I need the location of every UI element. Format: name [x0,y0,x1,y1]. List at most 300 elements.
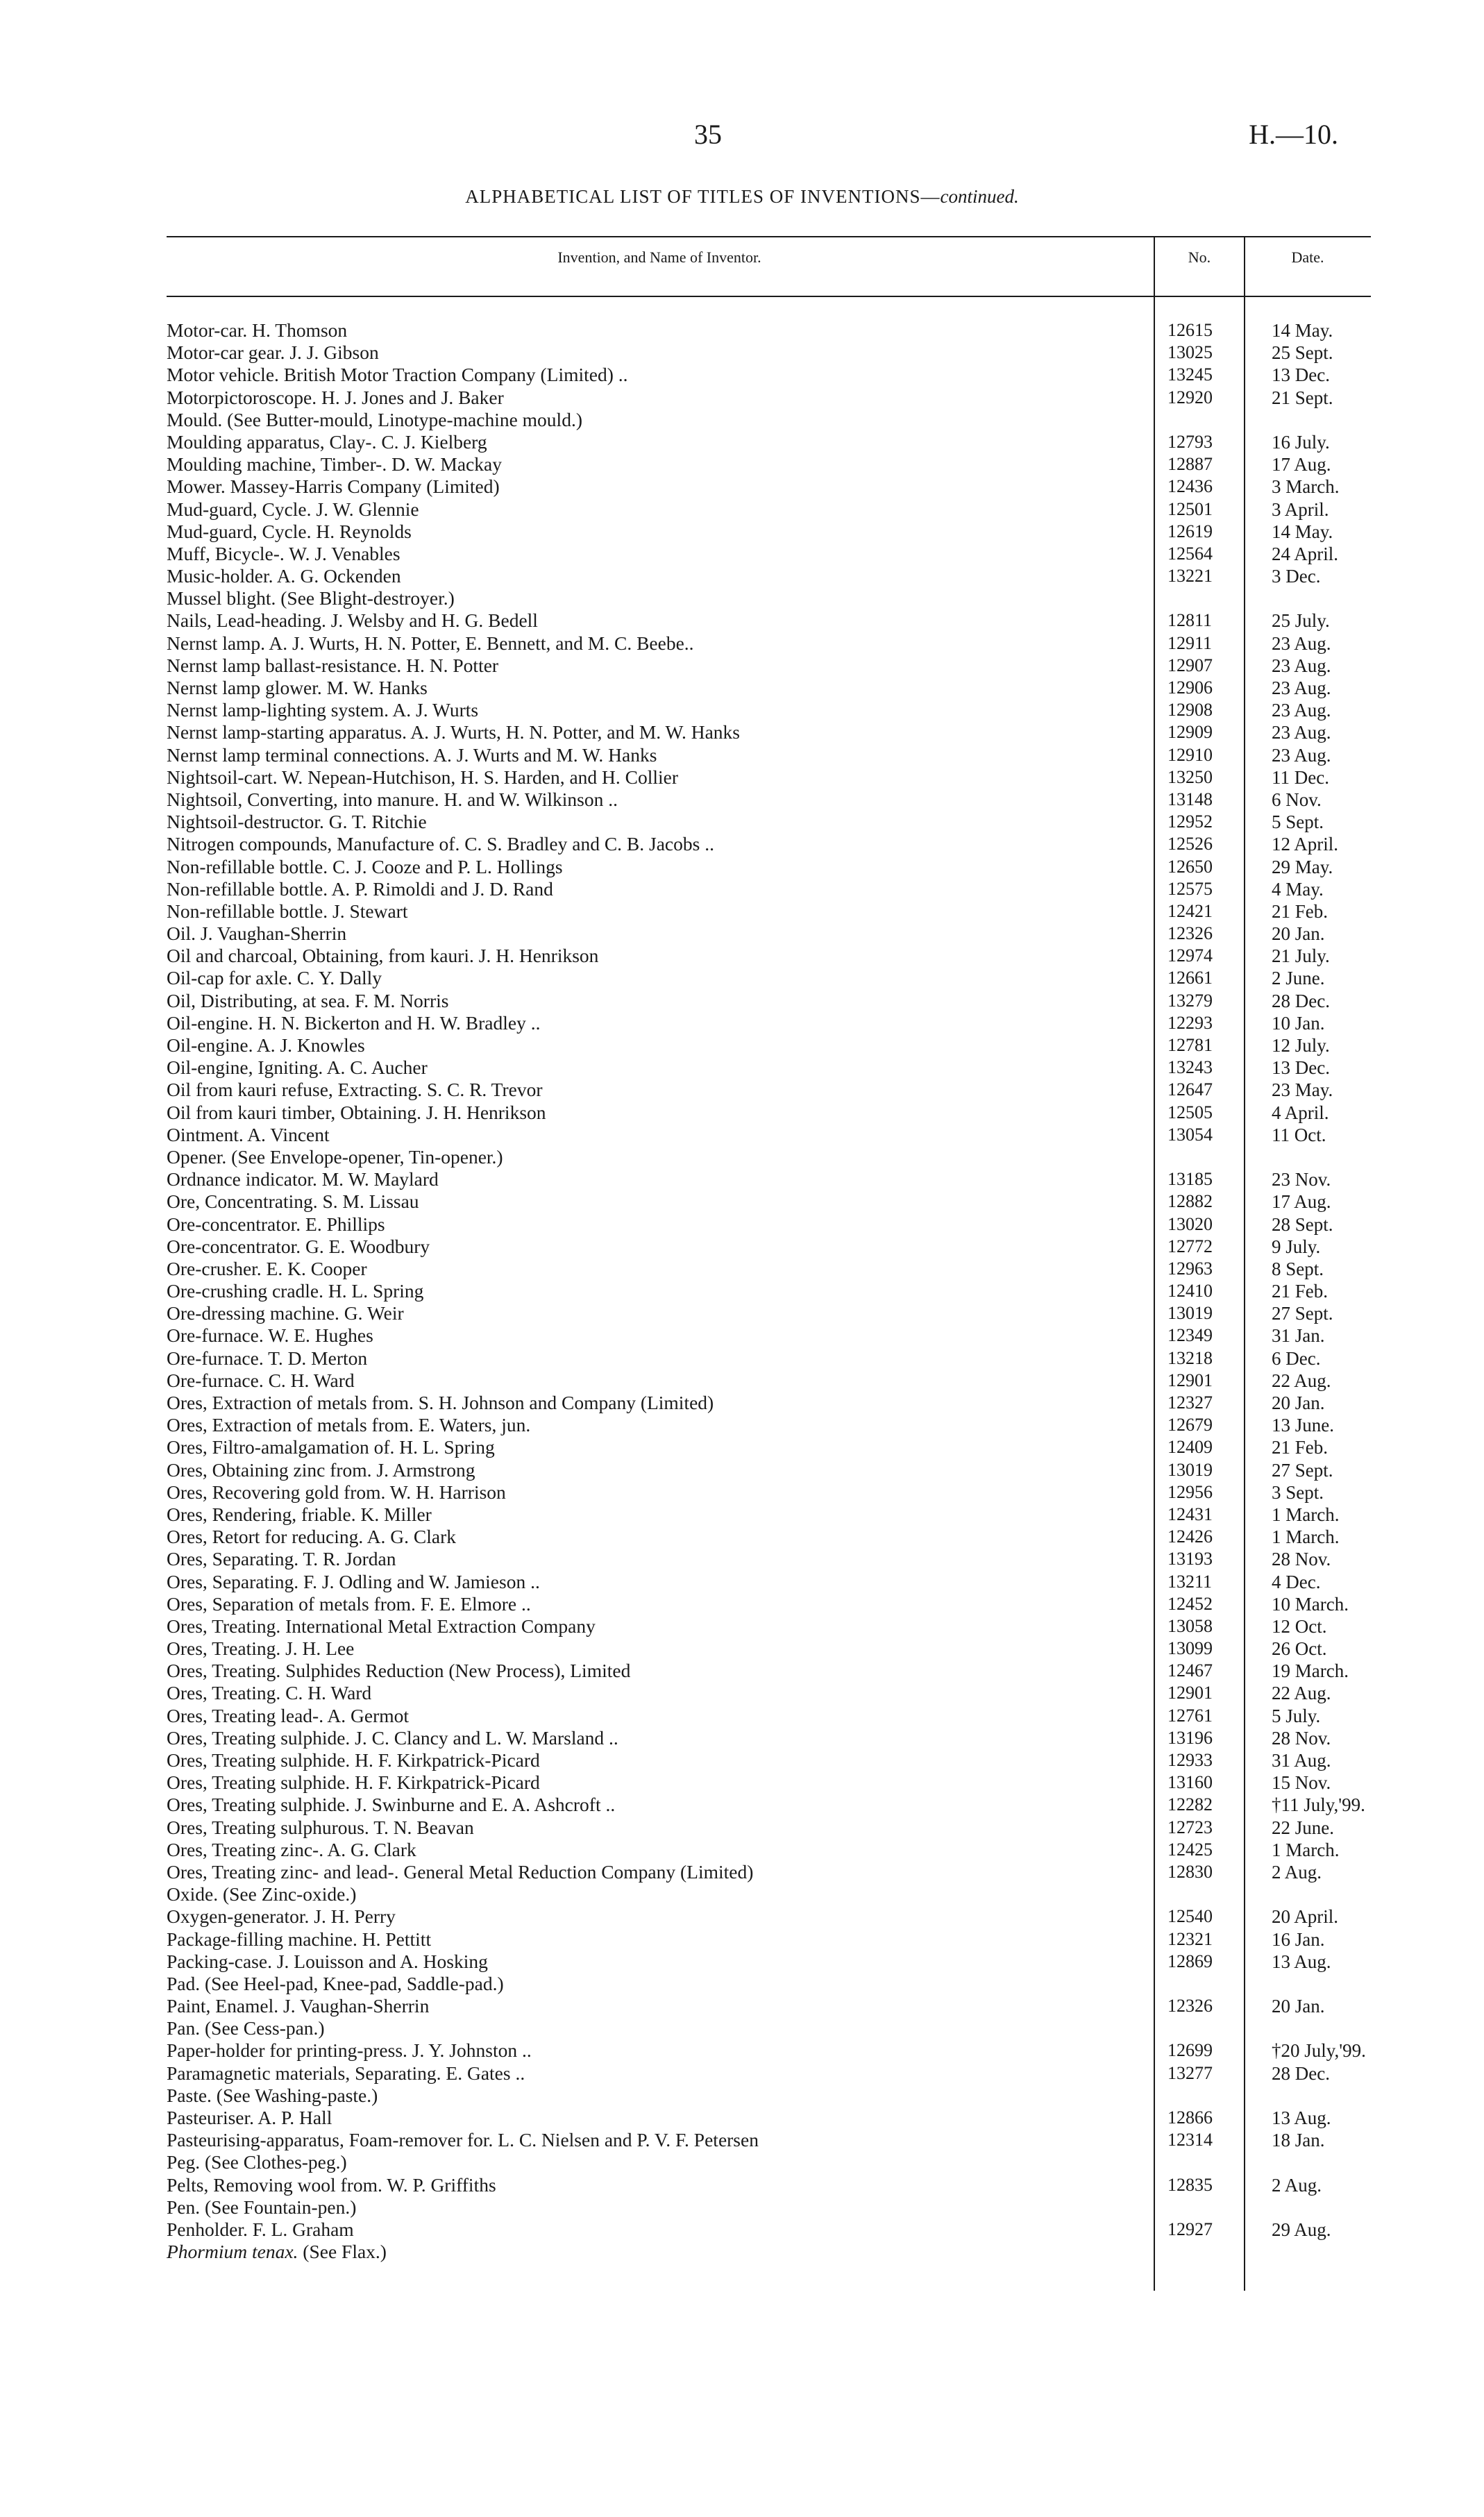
patent-number: 12927 [1167,2219,1213,2239]
invention-title: Ores, Treating sulphide. J. Swinburne and E. A. Ashcroft .. [167,1794,619,1816]
list-item [167,856,1374,878]
patent-number: 12426 [1167,1526,1213,1547]
invention-title: Nightsoil-destructor. G. T. Ritchie [167,811,431,833]
column-header-date: Date. [1291,249,1324,266]
list-item [167,1615,1374,1638]
list-item [167,1593,1374,1615]
list-item [167,1705,1374,1727]
patent-date: 1 March. [1272,1839,1340,1860]
invention-title: Non-refillable bottle. J. Stewart [167,900,412,923]
patent-date: 3 March. [1272,476,1340,498]
list-item [167,833,1374,855]
list-item [167,2017,1374,2039]
list-item [167,2129,1374,2151]
list-item [167,1324,1374,1347]
patent-number: 13277 [1167,2062,1213,2083]
invention-title: Ointment. A. Vincent [167,1124,334,1146]
patent-number: 12811 [1167,610,1213,631]
list-item [167,1883,1374,1905]
invention-title: Ore-crushing cradle. H. L. Spring [167,1280,428,1302]
invention-title: Mower. Massey-Harris Company (Limited) [167,475,504,498]
invention-title: Ores, Treating sulphide. H. F. Kirkpatrick-Picard [167,1749,544,1771]
patent-number: 12647 [1167,1079,1213,1100]
patent-number: 13193 [1167,1549,1213,1569]
list-item [167,1124,1374,1146]
document-title-main: ALPHABETICAL LIST OF TITLES OF INVENTIONS— [465,186,941,207]
list-item [167,677,1374,699]
list-item [167,2085,1374,2107]
patent-number: 12540 [1167,1906,1213,1927]
list-item [167,655,1374,677]
invention-title: Oil-engine, Igniting. A. C. Aucher [167,1057,432,1079]
invention-title: Motor-car. H. Thomson [167,319,351,342]
list-item [167,1057,1374,1079]
invention-title: Oil-cap for axle. C. Y. Dally [167,967,386,989]
list-item [167,319,1374,342]
list-item [167,1682,1374,1704]
patent-number: 13099 [1167,1638,1213,1659]
invention-title: Moulding machine, Timber-. D. W. Mackay [167,453,506,475]
list-item [167,2062,1374,2085]
list-item [167,2151,1374,2173]
patent-date: 11 Oct. [1272,1124,1326,1145]
invention-title: Pad. (See Heel-pad, Knee-pad, Saddle-pad.) [167,1973,508,1995]
list-item [167,521,1374,543]
patent-date: 11 Dec. [1272,766,1329,788]
invention-title: Opener. (See Envelope-opener, Tin-opener.) [167,1146,507,1168]
invention-title: Ordnance indicator. M. W. Maylard [167,1168,443,1190]
list-item [167,789,1374,811]
list-item [167,1548,1374,1570]
patent-number: 12615 [1167,320,1213,340]
invention-title: Ore, Concentrating. S. M. Lissau [167,1190,423,1213]
list-item [167,1660,1374,1682]
invention-title: Ores, Separation of metals from. F. E. Elmore .. [167,1593,535,1615]
patent-date: 23 Aug. [1272,744,1331,766]
list-item [167,1638,1374,1660]
list-item [167,2039,1374,2062]
patent-date: 4 Dec. [1272,1571,1321,1592]
invention-title: Motorpictoroscope. H. J. Jones and J. Baker [167,387,508,409]
list-item [167,1504,1374,1526]
patent-date: 20 Jan. [1272,1392,1325,1413]
column-header-invention: Invention, and Name of Inventor. [557,249,761,266]
patent-number: 13243 [1167,1057,1213,1078]
patent-number: 12866 [1167,2107,1213,2128]
patent-date: 10 March. [1272,1593,1349,1615]
patent-number: 12901 [1167,1683,1213,1703]
invention-title: Pen. (See Fountain-pen.) [167,2196,360,2219]
patent-date: 5 Sept. [1272,811,1324,833]
patent-number: 12781 [1167,1035,1213,1055]
patent-number: 13245 [1167,364,1213,385]
invention-title: Non-refillable bottle. C. J. Cooze and P. L. Hollings [167,856,567,878]
patent-number: 13196 [1167,1727,1213,1748]
invention-title: Oil from kauri refuse, Extracting. S. C. R. Trevor [167,1079,547,1101]
patent-number: 12326 [1167,923,1213,944]
patent-date: 3 Sept. [1272,1481,1324,1503]
patent-date: 29 Aug. [1272,2219,1331,2240]
patent-number: 12327 [1167,1392,1213,1413]
patent-date: 15 Nov. [1272,1772,1331,1794]
patent-date: 27 Sept. [1272,1303,1333,1324]
invention-title: Pasteurising-apparatus, Foam-remover for. L. C. Nielsen and P. V. F. Petersen [167,2129,763,2151]
invention-title: Ores, Treating zinc- and lead-. General Metal Reduction Company (Limited) [167,1861,757,1883]
list-item [167,1905,1374,1928]
table-header-rule [167,296,1371,297]
patent-number: 13185 [1167,1169,1213,1190]
list-item [167,744,1374,766]
patent-date: 27 Sept. [1272,1459,1333,1481]
patent-number: 13058 [1167,1615,1213,1636]
patent-number: 12974 [1167,945,1213,966]
invention-title: Oil from kauri timber, Obtaining. J. H. Henrikson [167,1102,550,1124]
patent-date: 23 Aug. [1272,655,1331,676]
patent-date: 23 Nov. [1272,1169,1331,1190]
patent-date: 22 Aug. [1272,1370,1331,1391]
list-item [167,1995,1374,2017]
list-item [167,1951,1374,1973]
patent-number: 12326 [1167,1996,1213,2017]
patent-date: 24 April. [1272,543,1339,564]
patent-number: 12869 [1167,1951,1213,1971]
patent-number: 12901 [1167,1370,1213,1390]
invention-title: Motor vehicle. British Motor Traction Company (Limited) .. [167,364,632,386]
invention-title: Mould. (See Butter-mould, Linotype-machine mould.) [167,409,587,431]
list-item [167,1236,1374,1258]
patent-number: 13054 [1167,1124,1213,1145]
invention-title: Ore-concentrator. G. E. Woodbury [167,1236,434,1258]
patent-number: 12956 [1167,1481,1213,1502]
list-item [167,2174,1374,2196]
patent-date: 21 Sept. [1272,387,1333,408]
list-item [167,1370,1374,1392]
list-item [167,1526,1374,1548]
invention-title: Ore-furnace. W. E. Hughes [167,1324,378,1347]
invention-title: Ores, Rendering, friable. K. Miller [167,1504,436,1526]
list-item [167,1146,1374,1168]
invention-title: Ores, Treating. J. H. Lee [167,1638,358,1660]
invention-title: Paste. (See Washing-paste.) [167,2085,382,2107]
patent-number: 12410 [1167,1281,1213,1302]
invention-title: Paramagnetic materials, Separating. E. Gates .. [167,2062,529,2085]
patent-number: 12920 [1167,387,1213,407]
list-item [167,1481,1374,1504]
patent-date: 13 Dec. [1272,364,1330,386]
patent-number: 12963 [1167,1258,1213,1279]
invention-title: Moulding apparatus, Clay-. C. J. Kielberg [167,431,491,453]
invention-title: Nernst lamp-lighting system. A. J. Wurts [167,699,482,721]
patent-date: †11 July,'99. [1272,1794,1365,1816]
list-item [167,1861,1374,1883]
patent-number: 12282 [1167,1794,1213,1815]
list-item [167,1771,1374,1794]
invention-title: Nitrogen compounds, Manufacture of. C. S. Bradley and C. B. Jacobs .. [167,833,718,855]
patent-number: 12467 [1167,1660,1213,1681]
invention-title: Pasteuriser. A. P. Hall [167,2107,336,2129]
invention-title: Paint, Enamel. J. Vaughan-Sherrin [167,1995,433,2017]
patent-number: 12761 [1167,1705,1213,1726]
patent-date: 21 Feb. [1272,1437,1328,1458]
patent-date: 17 Aug. [1272,454,1331,475]
list-item [167,1817,1374,1839]
patent-number: 12564 [1167,543,1213,564]
patent-date: 23 Aug. [1272,632,1331,654]
patent-date: 1 March. [1272,1526,1340,1548]
invention-title: Penholder. F. L. Graham [167,2219,358,2241]
list-item [167,1571,1374,1593]
patent-date: 14 May. [1272,320,1333,341]
patent-date: 3 Dec. [1272,566,1321,587]
patent-date: 4 May. [1272,878,1324,900]
patent-number: 12907 [1167,655,1213,675]
invention-title: Ores, Treating sulphurous. T. N. Beavan [167,1817,478,1839]
patent-date: 16 Jan. [1272,1928,1325,1950]
patent-date: 21 July. [1272,945,1330,967]
list-item [167,609,1374,632]
patent-date: 19 March. [1272,1660,1349,1682]
patent-date: 5 July. [1272,1705,1321,1726]
patent-number: 12425 [1167,1839,1213,1860]
patent-date: 10 Jan. [1272,1012,1325,1034]
invention-title: Nernst lamp glower. M. W. Hanks [167,677,432,699]
patent-number: 12952 [1167,811,1213,832]
patent-date: 9 July. [1272,1236,1321,1257]
invention-title: Ores, Recovering gold from. W. H. Harrison [167,1481,510,1504]
patent-date: 6 Dec. [1272,1347,1321,1369]
patent-number: 12793 [1167,431,1213,452]
list-item [167,1749,1374,1771]
patent-number: 12526 [1167,834,1213,855]
list-item [167,1973,1374,1995]
patent-number: 12650 [1167,856,1213,877]
patent-number: 12911 [1167,632,1213,653]
invention-title: Ores, Treating. International Metal Extraction Company [167,1615,600,1638]
invention-title: Mud-guard, Cycle. J. W. Glennie [167,498,423,521]
patent-date: 21 Feb. [1272,900,1328,922]
patent-number: 13218 [1167,1347,1213,1368]
invention-title: Ores, Treating lead-. A. Germot [167,1705,413,1727]
list-item [167,1414,1374,1436]
patent-date: 2 Aug. [1272,2174,1322,2196]
patent-number: 12501 [1167,498,1213,519]
list-item [167,453,1374,475]
patent-number: 13279 [1167,990,1213,1011]
patent-date: 26 Oct. [1272,1638,1327,1660]
patent-date: 4 April. [1272,1102,1329,1123]
patent-date: 2 Aug. [1272,1861,1322,1883]
list-item [167,766,1374,789]
patent-date: 22 June. [1272,1817,1334,1838]
list-item [167,409,1374,431]
invention-title: Ores, Treating sulphide. J. C. Clancy and L. W. Marsland .. [167,1727,623,1749]
invention-title: Package-filling machine. H. Pettitt [167,1928,435,1951]
patent-date: 28 Nov. [1272,1549,1331,1570]
patent-number: 12619 [1167,521,1213,541]
list-item [167,878,1374,900]
patent-date: 23 Aug. [1272,677,1331,698]
patent-date: 1 March. [1272,1504,1340,1525]
list-item [167,1034,1374,1057]
invention-title: Ores, Retort for reducing. A. G. Clark [167,1526,460,1548]
invention-title: Ores, Extraction of metals from. E. Waters, jun. [167,1414,534,1436]
invention-title: Ore-furnace. T. D. Merton [167,1347,371,1370]
patent-number: 12409 [1167,1437,1213,1458]
invention-title: Ores, Treating sulphide. H. F. Kirkpatrick-Picard [167,1771,544,1794]
list-item [167,1302,1374,1324]
patent-number: 12661 [1167,968,1213,988]
patent-number: 12906 [1167,677,1213,698]
patent-number: 12679 [1167,1415,1213,1436]
patent-date: 28 Dec. [1272,990,1330,1011]
patent-number: 12349 [1167,1325,1213,1346]
invention-title: Ores, Separating. F. J. Odling and W. Jamieson .. [167,1571,544,1593]
list-item [167,587,1374,609]
patent-number: 12910 [1167,744,1213,765]
list-item [167,1794,1374,1816]
patent-date: 12 April. [1272,834,1339,855]
patent-date: 14 May. [1272,521,1333,542]
invention-title: Ore-dressing machine. G. Weir [167,1302,408,1324]
patent-number: 12723 [1167,1817,1213,1837]
invention-title: Phormium tenax. (See Flax.) [167,2241,391,2263]
patent-number: 13250 [1167,766,1213,787]
patent-number: 13148 [1167,789,1213,809]
patent-date: 8 Sept. [1272,1258,1324,1279]
list-item [167,565,1374,587]
invention-title: Oil and charcoal, Obtaining, from kauri. J. H. Henrikson [167,945,602,967]
list-item [167,2219,1374,2241]
invention-title: Ores, Separating. T. R. Jordan [167,1548,400,1570]
patent-number: 12835 [1167,2174,1213,2195]
patent-date: 22 Aug. [1272,1683,1331,1704]
patent-date: 23 Aug. [1272,700,1331,721]
patent-number: 13025 [1167,342,1213,363]
patent-number: 12933 [1167,1750,1213,1770]
inventions-list [167,319,1374,2263]
list-item [167,475,1374,498]
invention-title: Paper-holder for printing-press. J. Y. Johnston .. [167,2039,536,2062]
invention-title: Packing-case. J. Louisson and A. Hosking [167,1951,492,1973]
invention-title: Oil, Distributing, at sea. F. M. Norris [167,990,453,1012]
list-item [167,1079,1374,1101]
invention-title: Muff, Bicycle-. W. J. Venables [167,543,405,565]
patent-date: 2 June. [1272,968,1325,989]
list-item [167,342,1374,364]
list-item [167,1213,1374,1236]
patent-number: 12772 [1167,1236,1213,1256]
patent-date: 25 July. [1272,610,1330,632]
patent-number: 12452 [1167,1593,1213,1614]
invention-title: Ore-crusher. E. K. Cooper [167,1258,371,1280]
invention-title: Oil-engine. H. N. Bickerton and H. W. Bradley .. [167,1012,544,1034]
patent-number: 12505 [1167,1102,1213,1122]
list-item [167,1727,1374,1749]
document-title [0,186,1484,208]
table-top-rule [167,236,1371,237]
invention-title: Peg. (See Clothes-peg.) [167,2151,351,2173]
invention-title: Nernst lamp ballast-resistance. H. N. Potter [167,655,503,677]
invention-title: Ores, Extraction of metals from. S. H. Johnson and Company (Limited) [167,1392,718,1414]
invention-title: Pan. (See Cess-pan.) [167,2017,329,2039]
patent-date: 13 June. [1272,1415,1334,1436]
patent-number: 13211 [1167,1571,1213,1592]
patent-date: 31 Aug. [1272,1750,1331,1771]
list-item [167,1280,1374,1302]
patent-number: 12908 [1167,700,1213,721]
invention-title: Oil-engine. A. J. Knowles [167,1034,369,1057]
invention-title: Nails, Lead-heading. J. Welsby and H. G. Bedell [167,609,542,632]
invention-title: Oxygen-generator. J. H. Perry [167,1905,400,1928]
list-item [167,1258,1374,1280]
patent-number: 12293 [1167,1012,1213,1033]
invention-title: Ores, Treating. Sulphides Reduction (New Process), Limited [167,1660,634,1682]
list-item [167,1839,1374,1861]
patent-date: 21 Feb. [1272,1281,1328,1302]
patent-number: 13020 [1167,1213,1213,1234]
list-item [167,1347,1374,1370]
list-item [167,1102,1374,1124]
list-item [167,1168,1374,1190]
patent-number: 12882 [1167,1191,1213,1212]
list-item [167,2196,1374,2219]
invention-title: Nernst lamp-starting apparatus. A. J. Wurts, H. N. Potter, and M. W. Hanks [167,721,744,743]
list-item [167,2107,1374,2129]
invention-title: Oil. J. Vaughan-Sherrin [167,923,351,945]
page-reference: H.—10. [1249,119,1338,150]
patent-date: 28 Dec. [1272,2062,1330,2084]
patent-number: 12830 [1167,1861,1213,1882]
patent-number: 13019 [1167,1459,1213,1480]
invention-title: Pelts, Removing wool from. W. P. Griffiths [167,2174,500,2196]
patent-date: 18 Jan. [1272,2130,1325,2151]
patent-number: 12431 [1167,1504,1213,1524]
patent-number: 12321 [1167,1928,1213,1949]
list-item [167,498,1374,521]
invention-title: Nightsoil, Converting, into manure. H. and W. Wilkinson .. [167,789,622,811]
patent-date: 12 Oct. [1272,1615,1327,1637]
invention-title: Ores, Obtaining zinc from. J. Armstrong [167,1459,480,1481]
list-item [167,923,1374,945]
patent-date: 20 Jan. [1272,923,1325,945]
patent-date: 3 April. [1272,498,1329,520]
list-item [167,632,1374,655]
patent-date: 20 Jan. [1272,1996,1325,2017]
patent-date: 25 Sept. [1272,342,1333,364]
list-item [167,945,1374,967]
list-item [167,431,1374,453]
patent-date: 12 July. [1272,1035,1330,1056]
patent-date: 20 April. [1272,1906,1339,1928]
invention-title: Ore-concentrator. E. Phillips [167,1213,389,1236]
invention-title: Music-holder. A. G. Ockenden [167,565,405,587]
patent-date: 17 Aug. [1272,1191,1331,1213]
list-item [167,990,1374,1012]
patent-number: 12575 [1167,878,1213,899]
patent-number: 12314 [1167,2130,1213,2150]
patent-number: 13221 [1167,566,1213,587]
invention-title: Mud-guard, Cycle. H. Reynolds [167,521,416,543]
page-number: 35 [694,119,722,150]
patent-date: 28 Nov. [1272,1727,1331,1749]
patent-date: 6 Nov. [1272,789,1322,810]
patent-date: 23 May. [1272,1079,1333,1101]
list-item [167,811,1374,833]
patent-number: 13160 [1167,1772,1213,1793]
patent-date: †20 July,'99. [1272,2040,1366,2062]
invention-title: Oxide. (See Zinc-oxide.) [167,1883,360,1905]
patent-date: 13 Aug. [1272,1951,1331,1972]
